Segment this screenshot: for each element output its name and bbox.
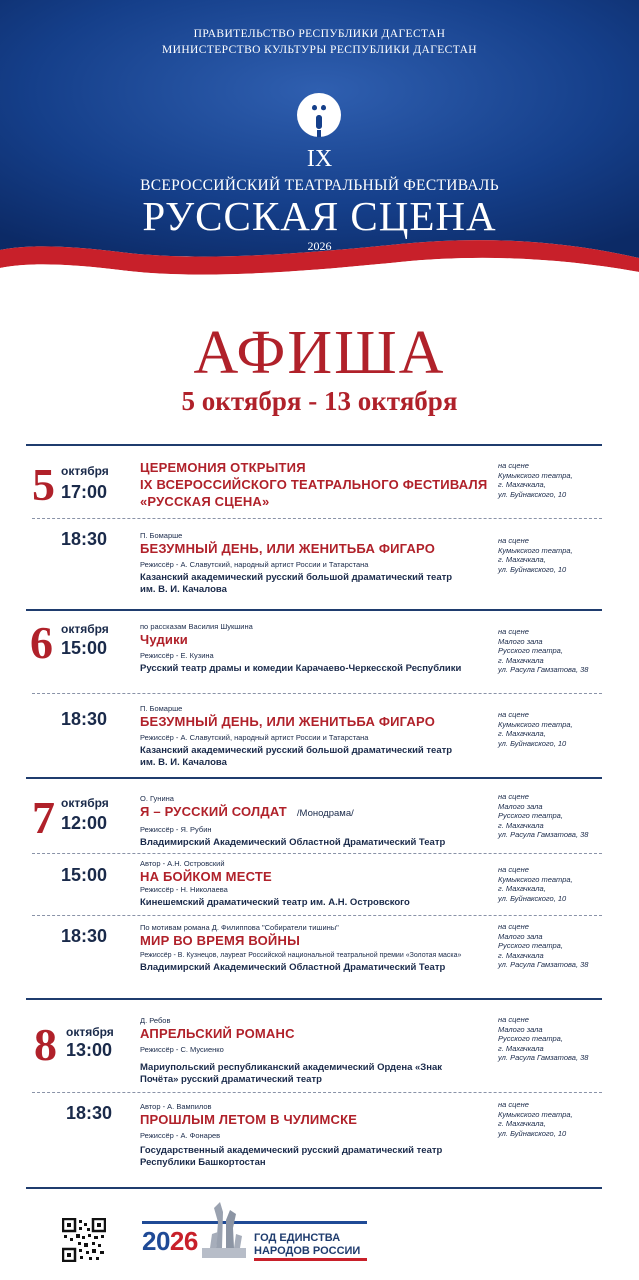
event-author: Д. Ребов — [140, 1016, 171, 1025]
event-title: IX ВСЕРОССИЙСКОГО ТЕАТРАЛЬНОГО ФЕСТИВАЛЯ — [140, 477, 488, 492]
event-time: 17:00 — [61, 482, 108, 502]
event-director: Режиссёр - С. Мусиенко — [140, 1045, 224, 1054]
event-director: Режиссёр - Н. Николаева — [140, 885, 228, 894]
event-title: НА БОЙКОМ МЕСТЕ — [140, 869, 272, 884]
event-mir-vo-vremya-voyny — [140, 923, 500, 974]
event-theater: Мариупольский республиканский академический Ордена «Знак Почёта» русский драматический театр — [140, 1062, 443, 1085]
event-subtitle: /Монодрама/ — [296, 808, 354, 819]
event-title: Чудики — [140, 632, 188, 647]
event-figaro — [140, 704, 490, 769]
event-time: 12:00 — [61, 813, 108, 833]
ministry-line: МИНИСТЕРСТВО КУЛЬТУРЫ РЕСПУБЛИКИ ДАГЕСТАН — [162, 44, 477, 56]
festival-edition: IX — [306, 146, 333, 172]
qr-code-icon[interactable] — [62, 1218, 106, 1262]
event-separator — [32, 915, 602, 916]
event-director: Режиссёр - Е. Кузина — [140, 651, 214, 660]
event-separator — [32, 693, 602, 694]
event-director: Режиссёр - А. Фонарев — [140, 1131, 221, 1140]
event-author: по рассказам Василия Шукшина — [140, 622, 253, 631]
event-theater: Русский театр драмы и комедии Карачаево-Черкесской Республики — [140, 663, 462, 674]
festival-year: 2026 — [307, 239, 332, 253]
footer-stripe-red — [254, 1258, 367, 1261]
day-divider — [26, 609, 602, 611]
event-time: 18:30 — [66, 1103, 113, 1123]
event-theater: Государственный академический русский драматический театр Республики Башкортостан — [140, 1145, 443, 1168]
day-divider — [26, 444, 602, 446]
footer-stripe — [142, 1221, 367, 1224]
event-chudiki — [140, 622, 490, 675]
event-author: Автор - А. Вампилов — [140, 1102, 212, 1111]
event-venue: на сцене Малого зала Русского театра, г. Махачкала ул. Расула Гамзатова, 38 — [498, 792, 589, 840]
event-opening-ceremony — [140, 459, 490, 510]
footer-slogan-line2: НАРОДОВ РОССИИ — [254, 1245, 361, 1257]
day-number: 5 — [32, 459, 55, 510]
event-separator — [32, 853, 602, 854]
event-title: ПРОШЛЫМ ЛЕТОМ В ЧУЛИМСКЕ — [140, 1112, 358, 1127]
day-month: октября — [61, 796, 109, 810]
event-title: «РУССКАЯ СЦЕНА» — [140, 494, 270, 509]
day-month: октября — [61, 622, 109, 636]
footer-divider — [26, 1187, 602, 1189]
event-separator — [32, 1092, 602, 1093]
event-russian-soldier — [140, 794, 490, 849]
event-venue: на сцене Кумыкского театра, г. Махачкала, ул. Буйнакского, 10 — [498, 461, 573, 499]
event-separator — [32, 518, 602, 519]
event-venue: на сцене Кумыкского театра, г. Махачкала, ул. Буйнакского, 10 — [498, 710, 573, 748]
event-venue: на сцене Малого зала Русского театра, г. Махачкала ул. Расула Гамзатова, 38 — [498, 627, 589, 675]
event-director: Режиссёр - Я. Рубин — [140, 825, 212, 834]
day-month: октября — [61, 464, 109, 478]
event-time: 15:00 — [61, 638, 108, 658]
event-theater: Казанский академический русский большой драматический театр им. В. И. Качалова — [140, 572, 453, 595]
event-title: БЕЗУМНЫЙ ДЕНЬ, ИЛИ ЖЕНИТЬБА ФИГАРО — [140, 541, 436, 556]
event-theater: Владимирский Академический Областной Драматический Театр — [140, 837, 446, 848]
festival-dates: 5 октября - 13 октября — [181, 386, 458, 416]
event-aprelskiy-romans — [140, 1016, 490, 1086]
day-number: 6 — [30, 617, 53, 668]
event-venue: на сцене Кумыкского театра, г. Махачкала, ул. Буйнакского, 10 — [498, 1100, 573, 1138]
day-number: 8 — [34, 1019, 57, 1070]
event-venue: на сцене Малого зала Русского театра, г. Махачкала ул. Расула Гамзатова, 38 — [498, 922, 589, 970]
event-time: 18:30 — [61, 926, 108, 946]
day-divider — [26, 998, 602, 1000]
day-divider — [26, 777, 602, 779]
event-author: П. Бомарше — [140, 531, 183, 540]
theatre-mask-logo-icon — [296, 92, 342, 138]
event-proshlym-letom — [140, 1102, 490, 1169]
event-theater: Владимирский Академический Областной Драматический Театр — [140, 962, 446, 973]
event-author: П. Бомарше — [140, 704, 183, 713]
event-author: Автор - А.Н. Островский — [140, 859, 225, 868]
event-author: По мотивам романа Д. Филиппова "Собиратели тишины" — [140, 923, 339, 932]
event-director: Режиссёр - В. Кузнецов, лауреат Российской национальной театральной премии «Золотая маска» — [140, 952, 462, 959]
event-title: БЕЗУМНЫЙ ДЕНЬ, ИЛИ ЖЕНИТЬБА ФИГАРО — [140, 714, 436, 729]
event-director: Режиссёр - А. Славутский, народный артист России и Татарстана — [140, 560, 369, 569]
event-director: Режиссёр - А. Славутский, народный артист России и Татарстана — [140, 733, 369, 742]
event-title: МИР ВО ВРЕМЯ ВОЙНЫ — [140, 933, 300, 948]
event-theater: Казанский академический русский большой драматический театр им. В. И. Качалова — [140, 745, 453, 768]
event-time: 18:30 — [61, 529, 108, 549]
event-venue: на сцене Малого зала Русского театра, г. Махачкала ул. Расула Гамзатова, 38 — [498, 1015, 589, 1063]
event-venue: на сцене Кумыкского театра, г. Махачкала, ул. Буйнакского, 10 — [498, 536, 573, 574]
event-time: 13:00 — [66, 1040, 113, 1060]
event-theater: Кинешемский драматический театр им. А.Н. Островского — [140, 897, 410, 908]
event-venue: на сцене Кумыкского театра, г. Махачкала, ул. Буйнакского, 10 — [498, 865, 573, 903]
festival-header — [0, 0, 639, 300]
festival-type: ВСЕРОССИЙСКИЙ ТЕАТРАЛЬНЫЙ ФЕСТИВАЛЬ — [140, 177, 499, 194]
event-title: ЦЕРЕМОНИЯ ОТКРЫТИЯ — [140, 460, 306, 475]
event-na-boykom-meste — [140, 859, 490, 909]
day-number: 7 — [32, 792, 55, 843]
footer-slogan-line1: ГОД ЕДИНСТВА — [254, 1232, 341, 1244]
footer-year: 2026 — [142, 1226, 198, 1256]
page-title: АФИША — [193, 319, 446, 387]
event-title: АПРЕЛЬСКИЙ РОМАНС — [140, 1026, 295, 1041]
event-title: Я – РУССКИЙ СОЛДАТ /Монодрама/ — [140, 804, 354, 819]
event-author: О. Гунина — [140, 794, 174, 803]
festival-name: РУССКАЯ СЦЕНА — [142, 193, 497, 239]
day-month: октября — [66, 1025, 114, 1039]
event-time: 18:30 — [61, 709, 108, 729]
event-figaro — [140, 531, 490, 596]
government-line: ПРАВИТЕЛЬСТВО РЕСПУБЛИКИ ДАГЕСТАН — [193, 28, 446, 40]
monument-emblem-icon — [196, 1198, 252, 1260]
event-time: 15:00 — [61, 865, 108, 885]
